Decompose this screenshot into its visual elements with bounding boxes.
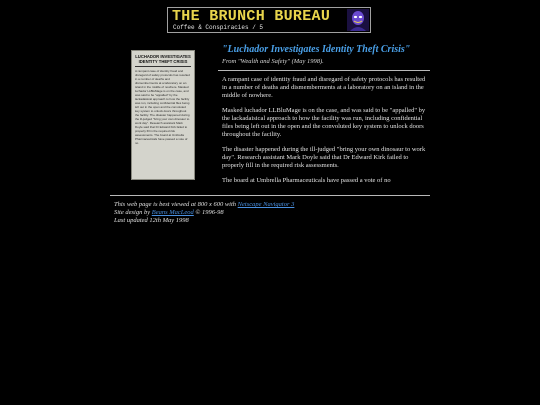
article-paragraph: The disaster happened during the ill-judged "bring your own dinosaur to work day". Research assistant Mark Doyle said that Dr Edward Kirk failed to properly fill in the required risk assessments. xyxy=(222,146,426,169)
article-title: "Luchador Investigates Identity Theft Crisis" xyxy=(222,44,411,55)
clipping-divider xyxy=(135,66,191,67)
article-paragraph: A rampant case of identity fraud and disregard of safety protocols has resulted in a number of deaths and dismemberments at a laboratory on an island in the middle of nowhere. xyxy=(222,76,426,99)
footer-divider xyxy=(110,195,430,196)
clipping-headline: LUCHADOR INVESTIGATES IDENTITY THEFT CRISIS xyxy=(135,54,191,64)
article-divider xyxy=(218,70,430,71)
footer-credits xyxy=(114,209,434,217)
article-header xyxy=(222,43,432,66)
article-source: From "Wealth and Safety" (May 1998). xyxy=(222,58,324,65)
article-paragraph: Masked luchador LLBluMage is on the case, and was said to be "appalled" by the lackadaisical approach to how the facility was run, including confidential files being left out in the open and the convoluted key system to unlock doors throughout the facility. xyxy=(222,107,426,138)
netscape-link[interactable]: Netscape Navigator 3 xyxy=(237,201,295,208)
footer-copyright: © 1996-98 xyxy=(193,209,224,216)
footer-browser-text: This web page is best viewed at 800 x 600 with xyxy=(114,201,238,208)
site-banner xyxy=(167,7,371,33)
footer-browser-note xyxy=(114,201,434,209)
clipping-body: A rampant case of identity fraud and disregard of safety protocols has resulted in a number of deaths and dismemberments at a laboratory on an island in the middle of nowhere. Masked luchador LLBluMage is on the case, and was said to be "appalled" by the lackadaisical approach to how the facility was run, including confidential files being left out in the open and the convoluted key system to unlock doors throughout the facility. The disaster happened during the ill-judged "bring your own dinosaur to work day". Research assistant Mark Doyle said that Dr Edward Kirk failed to properly fill in the required risk assessments. The board at Umbrella Pharmaceuticals have passed a vote of no xyxy=(135,69,190,145)
masked-figure-icon xyxy=(347,9,369,31)
page-footer xyxy=(114,201,434,225)
site-title: THE BRUNCH BUREAU xyxy=(172,8,331,25)
article-paragraph: The board at Umbrella Pharmaceuticals have passed a vote of no xyxy=(222,177,391,184)
news-clipping-image xyxy=(131,50,195,180)
article-body xyxy=(222,76,430,192)
designer-link[interactable]: Beans MacLeod xyxy=(151,209,194,216)
footer-last-updated: Last updated 12th May 1998 xyxy=(114,217,189,224)
site-tagline: Coffee & Conspiracies / 5 xyxy=(173,24,264,31)
footer-credit-text: Site design by xyxy=(114,209,152,216)
